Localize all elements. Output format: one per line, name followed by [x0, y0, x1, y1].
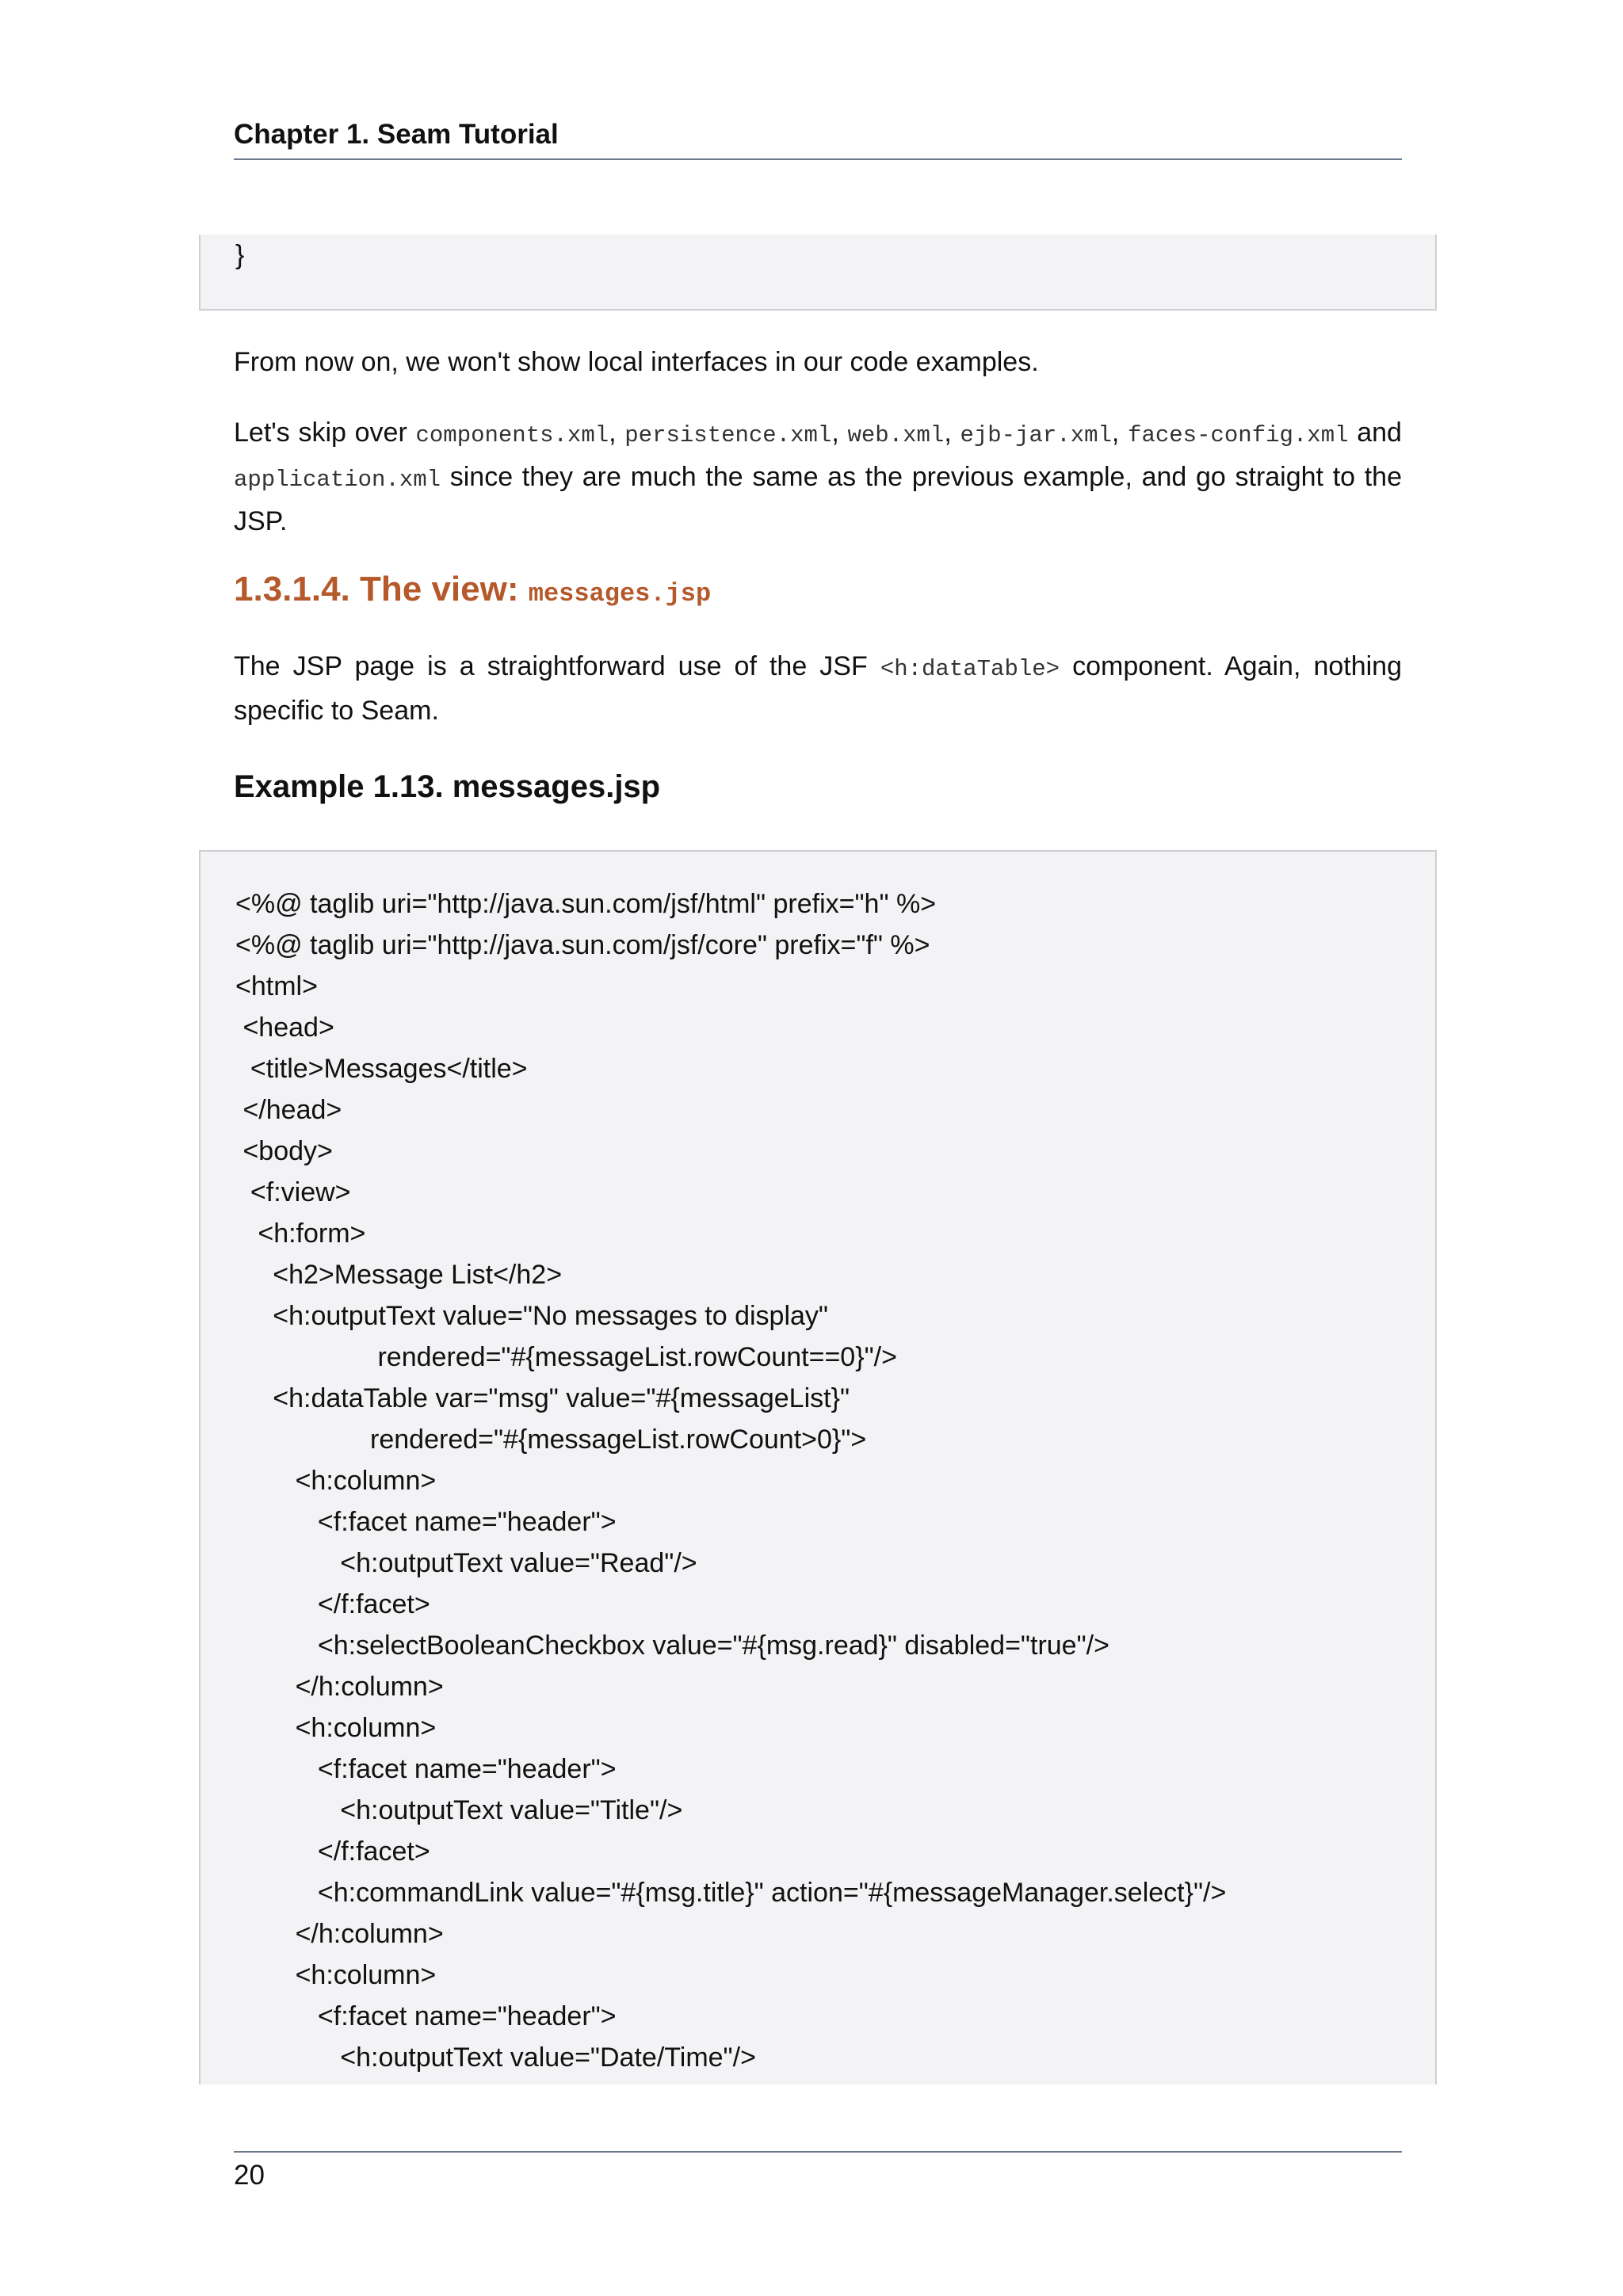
code-line: <h:dataTable var="msg" value="#{messageList}"	[235, 1383, 850, 1413]
code-line: <h:outputText value="Read"/>	[235, 1548, 697, 1578]
code-block-messages-jsp	[199, 850, 1437, 2084]
code-line: <f:facet name="header">	[235, 1507, 617, 1537]
section-title: 1.3.1.4. The view:	[234, 570, 529, 608]
code-line: <h2>Message List</h2>	[235, 1260, 563, 1290]
code-line: <h:outputText value="No messages to display"	[235, 1301, 828, 1331]
paragraph-skip-files: Let's skip over components.xml, persistence.xml, web.xml, ejb-jar.xml, faces-config.xml and application.xml since they are much the same as the previous example, and go straight to the JSP.	[234, 418, 1402, 536]
code-line: </f:facet>	[235, 1836, 430, 1867]
code-line: <h:column>	[235, 1960, 437, 1990]
code-h-datatable: <h:dataTable>	[880, 656, 1060, 682]
code-line: <h:form>	[235, 1219, 366, 1249]
code-line: <h:outputText value="Date/Time"/>	[235, 2042, 756, 2073]
code-line: <%@ taglib uri="http://java.sun.com/jsf/html" prefix="h" %>	[235, 889, 937, 919]
chapter-title: Chapter 1. Seam Tutorial	[234, 119, 559, 150]
example-title: Example 1.13. messages.jsp	[234, 769, 661, 804]
section-file-name: messages.jsp	[528, 579, 712, 608]
code-web-xml: web.xml	[847, 422, 945, 448]
code-faces-config-xml: faces-config.xml	[1128, 422, 1349, 448]
code-line: <f:facet name="header">	[235, 1754, 617, 1784]
code-line: </f:facet>	[235, 1589, 430, 1619]
code-persistence-xml: persistence.xml	[624, 422, 832, 448]
section-heading	[234, 566, 711, 618]
page-footer-rule	[234, 2151, 1402, 2153]
paragraph-jsp-description: The JSP page is a straightforward use of the JSF <h:dataTable> component. Again, nothing specific to Seam.	[234, 651, 1402, 726]
code-line: </head>	[235, 1095, 342, 1125]
code-line: <h:outputText value="Title"/>	[235, 1795, 683, 1825]
code-line: <h:column>	[235, 1713, 437, 1743]
code-line: <f:view>	[235, 1177, 351, 1207]
code-line: <f:facet name="header">	[235, 2001, 617, 2031]
code-line: <h:commandLink value="#{msg.title}" action="#{messageManager.select}"/>	[235, 1878, 1227, 1908]
code-components-xml: components.xml	[415, 422, 609, 448]
code-line: </h:column>	[235, 1672, 444, 1702]
code-line: }	[235, 240, 245, 270]
code-line: rendered="#{messageList.rowCount==0}"/>	[235, 1342, 897, 1372]
code-ejb-jar-xml: ejb-jar.xml	[960, 422, 1112, 448]
page-header	[234, 117, 1402, 160]
code-line: <body>	[235, 1136, 333, 1166]
code-line: rendered="#{messageList.rowCount>0}">	[235, 1425, 867, 1455]
code-line: </h:column>	[235, 1919, 444, 1949]
code-line: <title>Messages</title>	[235, 1054, 528, 1084]
code-line: <h:selectBooleanCheckbox value="#{msg.read}" disabled="true"/>	[235, 1630, 1109, 1661]
page-number: 20	[234, 2160, 265, 2191]
code-line: <head>	[235, 1013, 334, 1043]
code-application-xml: application.xml	[234, 467, 441, 493]
paragraph-local-interfaces: From now on, we won't show local interfaces in our code examples.	[234, 347, 1039, 377]
code-line: <html>	[235, 971, 318, 1001]
code-block-continued	[199, 235, 1437, 311]
code-line: <h:column>	[235, 1466, 437, 1496]
code-line: <%@ taglib uri="http://java.sun.com/jsf/core" prefix="f" %>	[235, 930, 930, 960]
